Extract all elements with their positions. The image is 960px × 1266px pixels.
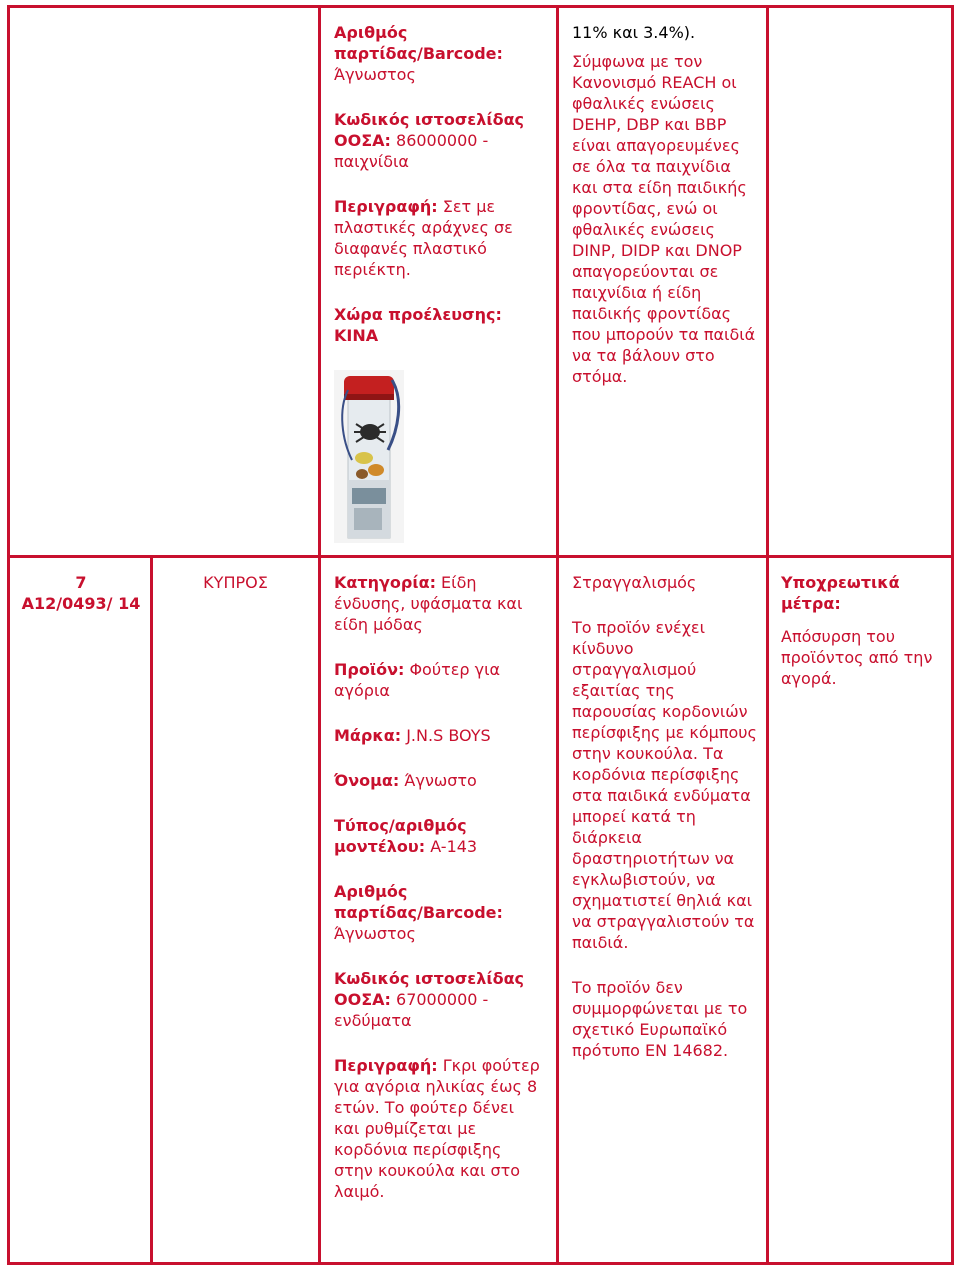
table-border-bottom <box>7 1262 954 1265</box>
row1-desc-label: Περιγραφή: <box>334 197 438 216</box>
row1-origin-label: Χώρα προέλευσης: <box>334 305 502 324</box>
row2-product <box>334 659 544 701</box>
table-row-divider <box>7 555 954 558</box>
row2-measures-cell <box>781 572 947 713</box>
row2-code-value: 67000000 - ενδύματα <box>334 990 489 1030</box>
table-border-top <box>7 5 954 8</box>
row2-number-cell <box>14 572 148 614</box>
row2-name-value: Άγνωστο <box>399 771 477 790</box>
row2-measures-label: Υποχρεωτικά μέτρα: <box>781 573 900 613</box>
row2-desc-label: Περιγραφή: <box>334 1056 438 1075</box>
table-border-right <box>951 5 954 1265</box>
row2-brand-label: Μάρκα: <box>334 726 402 745</box>
row1-origin-value: ΚΙΝΑ <box>334 326 379 345</box>
row1-risk-text: Σύμφωνα με τον Κανονισμό REACH οι φθαλικές ενώσεις DEHP, DBP και BBP είναι απαγορευμένες σε όλα τα παιχνίδια και στα είδη παιδικής φροντίδας, ενώ οι φθαλικές ενώσεις DINP, DIDP και DNOP απαγορεύονται σε παιχνίδια ή είδη παιδικής φροντίδας που μπορούν τα παιδιά να τα βάλουν στο στόμα. <box>572 52 756 386</box>
row2-model-value: A-143 <box>425 837 478 856</box>
row2-product-value: Φούτερ για αγόρια <box>334 660 501 700</box>
row2-country-cell <box>153 572 318 593</box>
row1-code-label: Κωδικός ιστοσελίδας ΟΟΣΑ: <box>334 110 525 150</box>
row2-model-label: Τύπος/αριθμός μοντέλου: <box>334 816 467 856</box>
row2-brand <box>334 725 544 746</box>
row1-origin <box>334 304 544 346</box>
row2-name-label: Όνομα: <box>334 771 400 790</box>
row2-batch-label: Αριθμός παρτίδας/Barcode: <box>334 882 503 922</box>
row2-category <box>334 572 544 635</box>
row2-number: 7 <box>75 573 87 592</box>
table-border-col3 <box>556 5 559 1265</box>
row2-description <box>334 1055 544 1202</box>
row2-code <box>334 968 544 1031</box>
row2-risk-standard: Το προϊόν δεν συμμορφώνεται με το σχετικό Ευρωπαϊκό πρότυπο EN 14682. <box>572 978 748 1060</box>
row1-product-cell <box>334 22 544 370</box>
row1-code <box>334 109 544 172</box>
row2-code-label: Κωδικός ιστοσελίδας ΟΟΣΑ: <box>334 969 525 1009</box>
row1-batch <box>334 22 544 85</box>
row1-description <box>334 196 544 280</box>
row2-category-label: Κατηγορία: <box>334 573 436 592</box>
table-border-col2 <box>318 5 321 1265</box>
row2-desc-value: Γκρι φούτερ για αγόρια ηλικίας έως 8 ετών. Το φούτερ δένει και ρυθμίζεται με κορδόνια περίσφιξης στην κουκούλα και στο λαιμό. <box>334 1056 540 1201</box>
row1-risk-cell <box>572 22 758 411</box>
row2-product-cell <box>334 572 544 1226</box>
row1-batch-value: Άγνωστος <box>334 65 416 84</box>
row1-risk-continued: 11% και 3.4%). <box>572 23 696 42</box>
row2-risk-type: Στραγγαλισμός <box>572 573 697 592</box>
row2-country: ΚΥΠΡΟΣ <box>203 573 268 592</box>
row2-batch <box>334 881 544 944</box>
row2-reference: A12/0493/ 14 <box>21 594 141 613</box>
row2-model <box>334 815 544 857</box>
row2-risk-cell <box>572 572 758 1085</box>
table-border-col1 <box>150 556 153 1265</box>
row2-risk-text: Το προϊόν ενέχει κίνδυνο στραγγαλισμού εξαιτίας της παρουσίας κορδονιών περίσφιξης με κόμπους στην κουκούλα. Τα κορδόνια περίσφιξης στα παιδικά ενδύματα μπορεί κατά τη διάρκεια δραστηριοτήτων να εγκλωβιστούν, να σχηματιστεί θηλιά και να στραγγαλιστούν τα παιδιά. <box>572 618 757 952</box>
row2-brand-value: J.N.S BOYS <box>401 726 491 745</box>
table-border-left <box>7 5 10 1265</box>
row1-desc-value: Σετ με πλαστικές αράχνες σε διαφανές πλαστικό περιέκτη. <box>334 197 513 279</box>
spider-tube-product-image <box>334 370 404 543</box>
row1-batch-label: Αριθμός παρτίδας/Barcode: <box>334 23 503 63</box>
table-border-col4 <box>766 5 769 1265</box>
row2-product-label: Προϊόν: <box>334 660 405 679</box>
row2-name <box>334 770 544 791</box>
row2-measures-text: Απόσυρση του προϊόντος από την αγορά. <box>781 627 933 688</box>
row1-code-value: 86000000 - παιχνίδια <box>334 131 489 171</box>
row2-category-value: Είδη ένδυσης, υφάσματα και είδη μόδας <box>334 573 523 634</box>
row2-batch-value: Άγνωστος <box>334 924 416 943</box>
